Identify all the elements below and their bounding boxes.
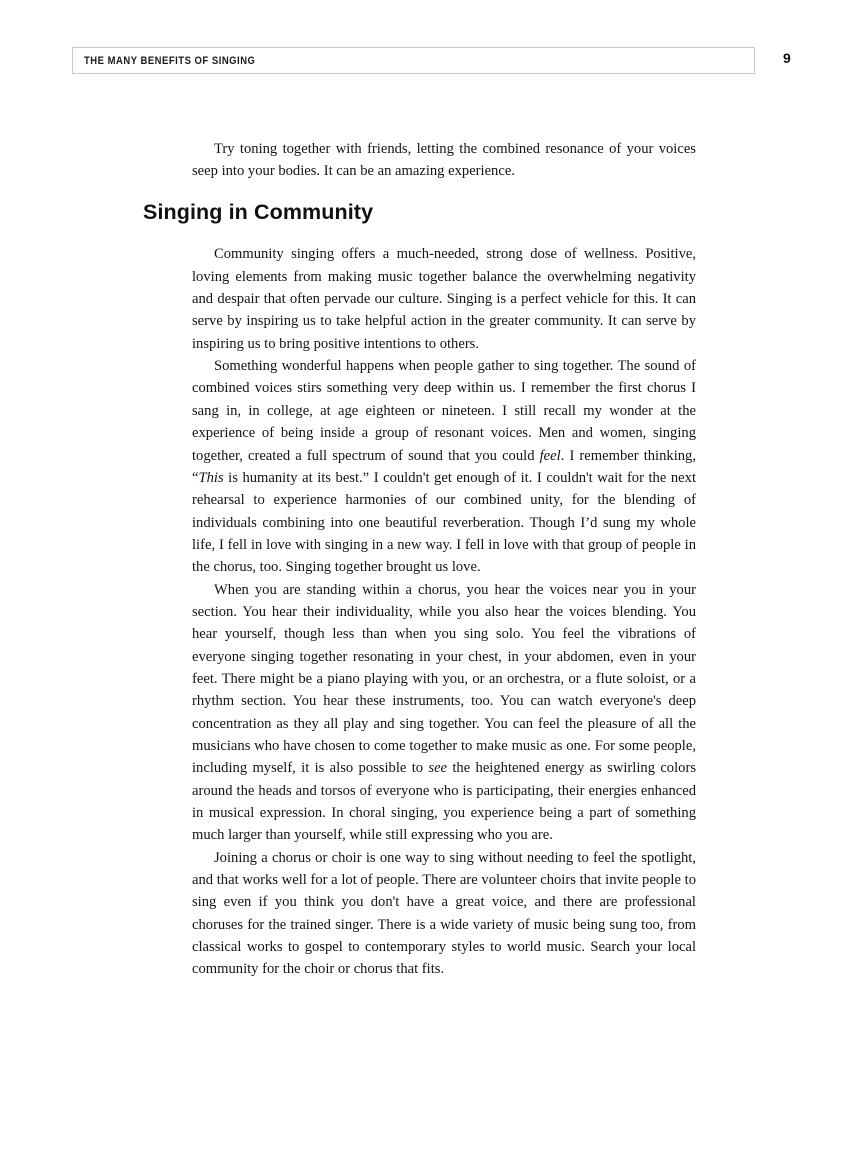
paragraph-3-text-part-2: the heightened energy as swirling colors around the heads and torsos of everyone who is participating, their energies enhanced in musical expression. In choral singing, you experience being a part of something much larger than yourself, while still expressing who you are. — [192, 760, 696, 844]
paragraph-standing-within-chorus — [192, 579, 696, 847]
emphasis-see: see — [428, 760, 448, 777]
emphasis-this: This — [198, 469, 224, 486]
section-heading: Singing in Community — [143, 199, 374, 224]
emphasis-feel: feel — [539, 447, 561, 464]
paragraph-intro: Try toning together with friends, letting the combined resonance of your voices seep into your bodies. It can be an amazing experience. — [192, 141, 696, 180]
paragraph-3-text-part-1: When you are standing within a chorus, you hear the voices near you in your section. You hear their individuality, while you also hear the voices blending. You hear yourself, though less than when you sing solo. You feel the vibrations of everyone singing together resonating in your chest, in your abdomen, even in your feet. There might be a piano playing with you, or an orchestra, or a flute soloist, or a rhythm section. You hear these instruments, too. You can watch everyone's deep concentration as they all play and sing together. You can feel the pleasure of all the musicians who have chosen to come together to make music as one. For some people, including myself, it is also possible to — [192, 581, 696, 777]
paragraph-something-wonderful — [192, 355, 696, 578]
body-text-column — [143, 138, 696, 981]
page-number: 9 — [783, 50, 791, 66]
paragraph-joining-a-chorus: Joining a chorus or choir is one way to sing without needing to feel the spotlight, and that works well for a lot of people. There are volunteer choirs that invite people to sing even if you think you don't have a great voice, and there are professional choruses for the trained singer. There is a wide variety of music being sung too, from classical works to gospel to contemporary styles to world music. Search your local community for the choir or chorus that fits. — [192, 849, 696, 978]
paragraph-2-text-part-1: Something wonderful happens when people gather to sing together. The sound of combined voices stirs something very deep within us. I remember the first chorus I sang in, in college, at age eighteen or nineteen. I still recall my wonder at the experience of being inside a group of resonant voices. Men and women, singing together, created a full spectrum of sound that you could — [192, 358, 696, 464]
running-head-row — [0, 47, 864, 76]
running-head-box — [72, 47, 755, 74]
paragraph-community-singing: Community singing offers a much-needed, strong dose of wellness. Positive, loving elements from making music together balance the overwhelming negativity and despair that often pervade our culture. Singing is a perfect vehicle for this. It can serve by inspiring us to take helpful action in the greater community. It can serve by inspiring us to bring positive intentions to others. — [192, 246, 696, 352]
running-head-title: THE MANY BENEFITS OF SINGING — [84, 54, 256, 67]
paragraph-2-text-part-3: is humanity at its best.” I couldn't get enough of it. I couldn't wait for the next rehearsal to experience harmonies of our combined unity, for the blending of individuals combining into one beautiful reverberation. Though I’d sung my whole life, I fell in love with singing in a new way. I fell in love with that group of people in the chorus, too. Singing together brought us love. — [192, 469, 696, 576]
paragraph-2-text-part-2: . I remember thinking, “ — [192, 447, 696, 486]
